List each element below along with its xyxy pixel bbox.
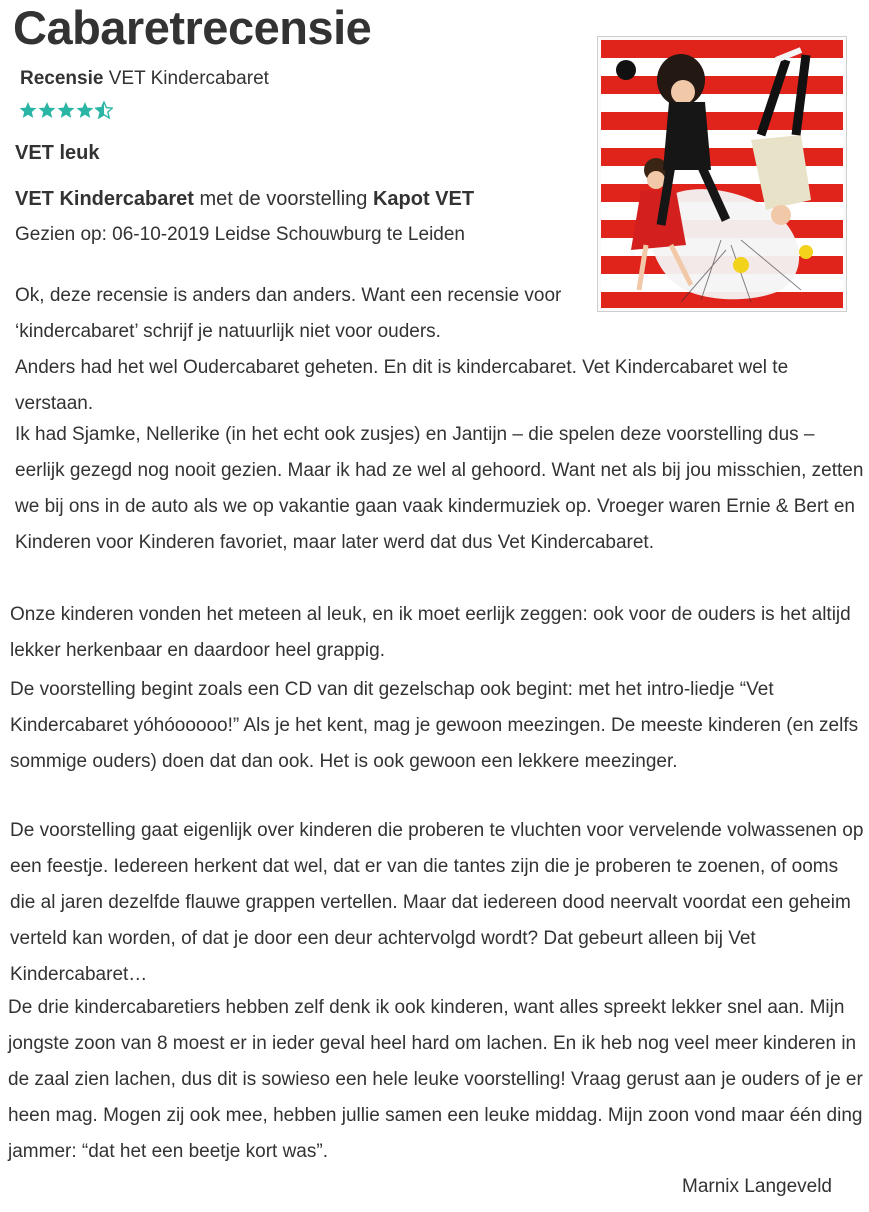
- review-paragraph: Anders had het wel Oudercabaret geheten. En dit is kindercabaret. Vet Kindercabaret wel te verstaan.: [15, 357, 789, 414]
- review-paragraph: Ok, deze recensie is anders dan anders. Want een recensie voor ‘kindercabaret’ schrijf je natuurlijk niet voor ouders.: [15, 285, 562, 342]
- performers-image: [601, 40, 843, 308]
- show-connector: met de voorstelling: [199, 188, 368, 210]
- star-icon: [19, 101, 37, 119]
- review-paragraph: De voorstelling gaat eigenlijk over kinderen die proberen te vluchten voor vervelende volwassenen op een feestje. Iedereen herkent dat wel, dat er van die tantes zijn die je proberen te zoenen, of ooms die al jaren dezelfde flauwe grappen vertellen. Maar dat iedereen dood neervalt voordat een geheim verteld kan worden, of dat je door een deur achtervolgd wordt? Dat gebeurt alleen bij Vet Kindercabaret…: [10, 820, 864, 985]
- review-verdict: VET leuk: [15, 142, 100, 164]
- show-photo: [597, 36, 847, 312]
- review-paragraph: Ik had Sjamke, Nellerike (in het echt ook zusjes) en Jantijn – die spelen deze voorstelling dus – eerlijk gezegd nog nooit gezien. Maar ik had ze wel al gehoord. Want net als bij jou misschien, zetten we bij ons in de auto als we op vakantie gaan vaak kindermuziek op. Vroeger waren Ernie & Bert en Kinderen voor Kinderen favoriet, maar later werd dat dus Vet Kindercabaret.: [15, 424, 864, 553]
- review-paragraph: De drie kindercabaretiers hebben zelf denk ik ook kinderen, want alles spreekt lekker snel aan. Mijn jongste zoon van 8 moest er in ieder geval heel hard om lachen. En ik heb nog veel meer kinderen in de zaal zien lachen, dus dit is sowieso een hele leuke voorstelling! Vraag gerust aan je ouders of je er heen mag. Mogen zij ook mee, hebben jullie samen een leuke middag. Mijn zoon vond maar één ding jammer: “dat het een beetje kort was”.: [8, 997, 863, 1162]
- star-icon: [38, 101, 56, 119]
- show-line: [15, 185, 474, 213]
- star-icon: [57, 101, 75, 119]
- review-artist: VET Kindercabaret: [108, 68, 269, 89]
- show-artist: VET Kindercabaret: [15, 188, 194, 210]
- star-rating: [19, 101, 114, 123]
- seen-line: Gezien op: 06-10-2019 Leidse Schouwburg te Leiden: [15, 224, 465, 245]
- review-label: Recensie: [20, 68, 104, 89]
- review-author: Marnix Langeveld: [682, 1176, 832, 1197]
- star-half-icon: [95, 101, 113, 119]
- review-line: [20, 66, 269, 92]
- review-paragraph: De voorstelling begint zoals een CD van dit gezelschap ook begint: met het intro-liedje “Vet Kindercabaret yóhóooooo!” Als je het kent, mag je gewoon meezingen. De meeste kinderen (en zelfs sommige ouders) doen dat dan ook. Het is ook gewoon een lekkere meezinger.: [10, 679, 859, 772]
- page-title: Cabaretrecensie: [13, 1, 372, 54]
- review-paragraph: Onze kinderen vonden het meteen al leuk, en ik moet eerlijk zeggen: ook voor de ouders is het altijd lekker herkenbaar en daardoor heel grappig.: [10, 604, 851, 661]
- show-title: Kapot VET: [372, 188, 475, 210]
- star-icon: [76, 101, 94, 119]
